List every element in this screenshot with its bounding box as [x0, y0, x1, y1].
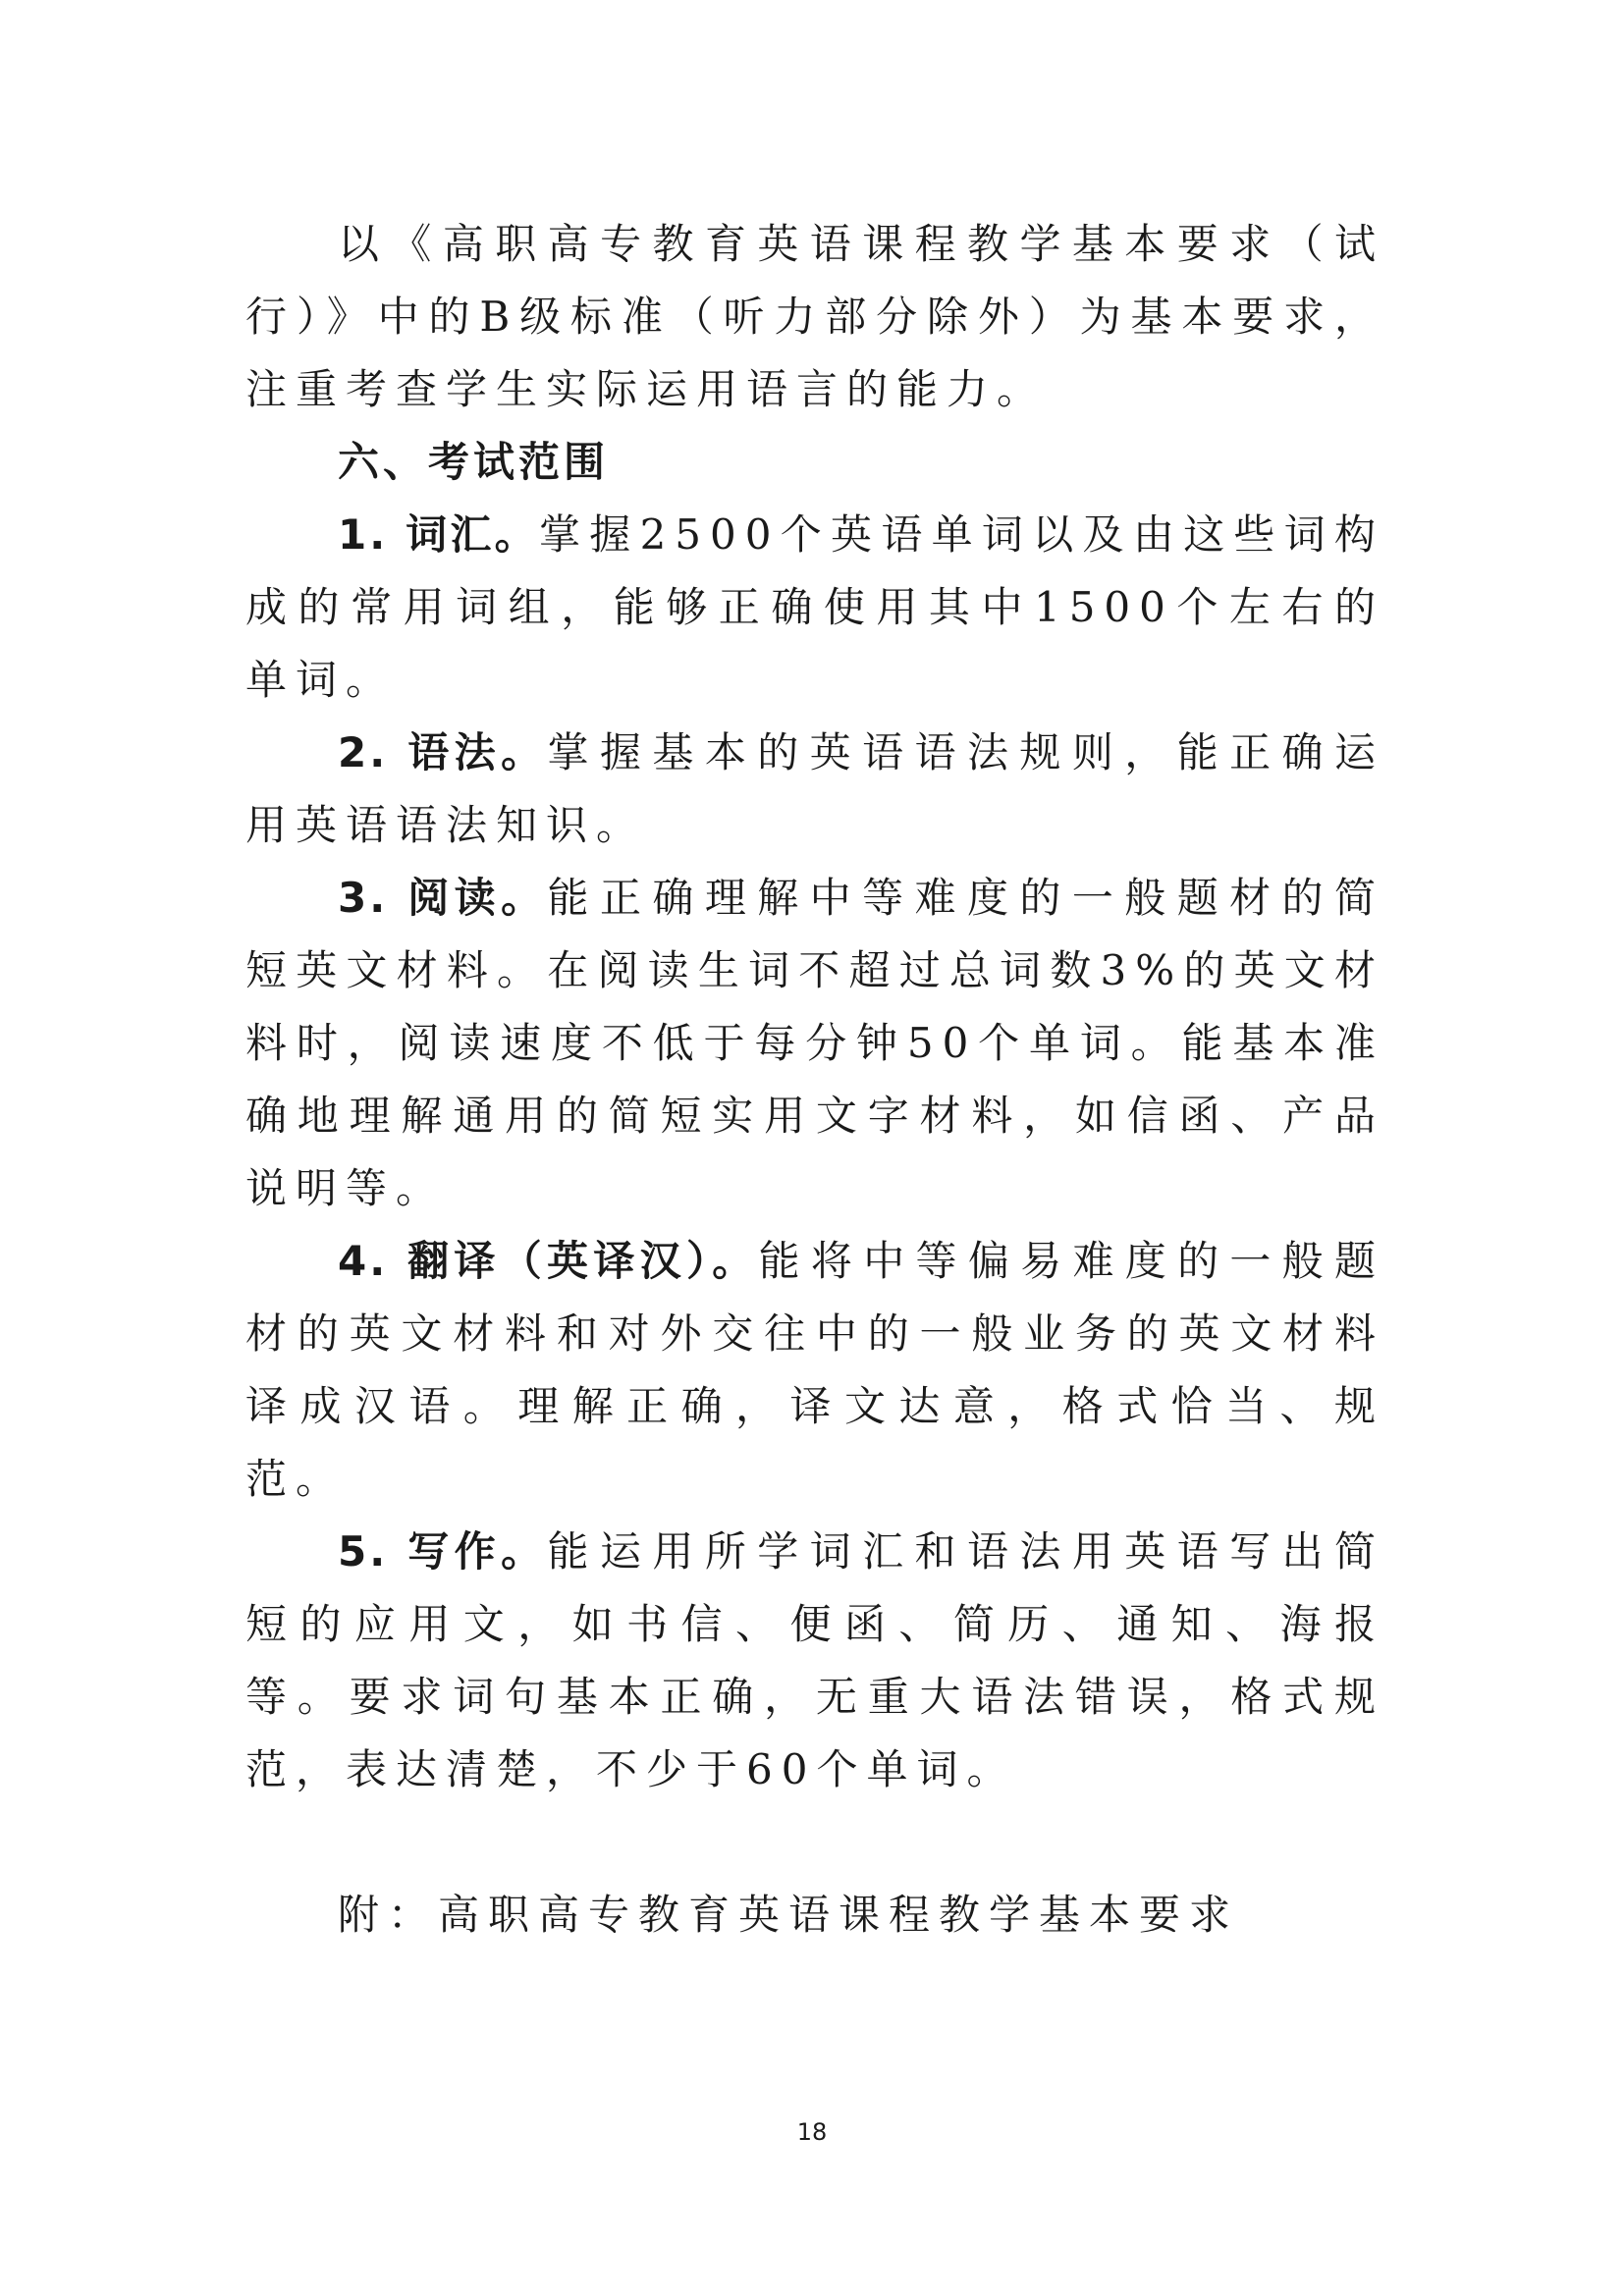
item-reading [245, 862, 1384, 1225]
item-text: 能运用所学词汇和语法用英语写出简短的应用文，如书信、便函、简历、通知、海报等。要求词句基本正确，无重大语法错误，格式规范，表达清楚，不少于60个单词。 [245, 1527, 1384, 1793]
section-heading: 六、考试范围 [338, 438, 610, 486]
item-lead: 3. 阅读。 [338, 874, 548, 922]
appendix-note: 附：高职高专教育英语课程教学基本要求 [338, 1891, 1240, 1939]
item-text: 掌握基本的英语语法规则，能正确运用英语语法知识。 [245, 728, 1384, 849]
document-body [245, 208, 1384, 1951]
item-lead: 5. 写作。 [338, 1527, 548, 1575]
item-translation [245, 1225, 1384, 1516]
item-writing [245, 1516, 1384, 1806]
item-text: 能正确理解中等难度的一般题材的简短英文材料。在阅读生词不超过总词数3%的英文材料时，阅读速度不低于每分钟50个单词。能基本准确地理解通用的简短实用文字材料，如信函、产品说明等。 [245, 874, 1384, 1212]
item-lead: 1. 词汇。 [338, 510, 539, 559]
item-lead: 4. 翻译（英译汉）。 [338, 1237, 759, 1285]
intro-paragraph: 以《高职高专教育英语课程教学基本要求（试行）》中的B级标准（听力部分除外）为基本要求，注重考查学生实际运用语言的能力。 [245, 220, 1384, 413]
item-grammar [245, 717, 1384, 862]
page-number: 18 [796, 2118, 828, 2146]
item-vocabulary [245, 499, 1384, 717]
blank-line [245, 1806, 1384, 1879]
item-text: 掌握2500个英语单词以及由这些词构成的常用词组，能够正确使用其中1500个左右的单词。 [245, 510, 1384, 704]
item-lead: 2. 语法。 [338, 728, 548, 776]
item-text: 能将中等偏易难度的一般题材的英文材料和对外交往中的一般业务的英文材料译成汉语。理解正确，译文达意，格式恰当、规范。 [245, 1237, 1384, 1503]
